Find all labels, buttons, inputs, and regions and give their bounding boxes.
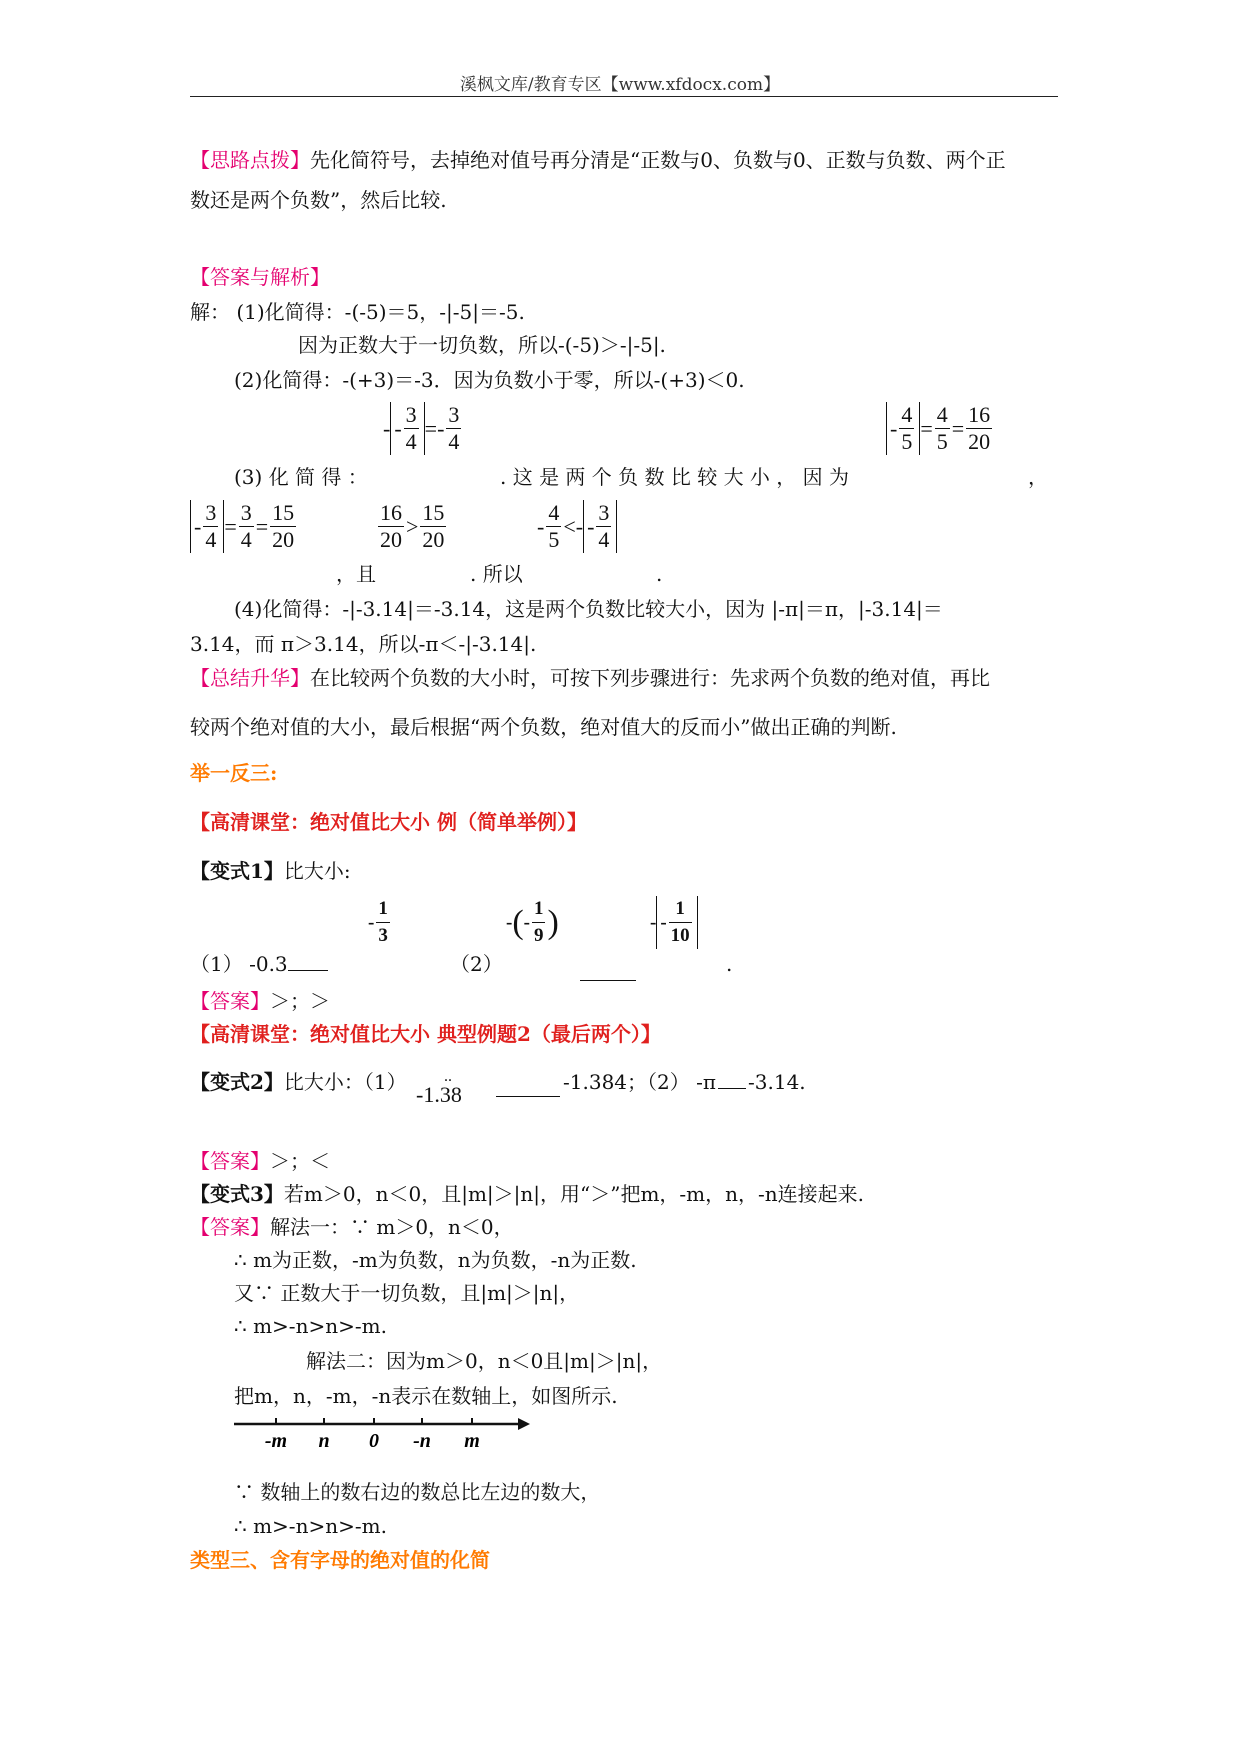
answer-3-line-8: ∴ m>-n>n>-m. — [234, 1514, 387, 1538]
sol-line-5a: ，且 — [336, 562, 376, 586]
number-line-label: m — [464, 1430, 480, 1452]
abs-bar: - $\frac{3}{4}$ — [190, 500, 224, 553]
sol-line-3: (2)化简得：-(+3)＝-3．因为负数小于零，所以-(+3)＜0. — [234, 368, 745, 392]
answer-3-line-2: ∴ m为正数，-m为负数，n为负数，-n为正数. — [234, 1248, 637, 1272]
sol-line-5b: . 所以 — [470, 562, 523, 586]
hint-line-1: 【思路点拨】先化简符号，去掉绝对值号再分清是“正数与0、负数与0、正数与负数、两个正 — [190, 148, 1006, 172]
variant-2: 【变式2】比大小：（1） — [190, 1070, 407, 1094]
fraction: $\frac{16}{20}$ — [380, 500, 402, 552]
repeat-dots: .. — [444, 1068, 452, 1085]
expr-neg-paren-neg-1-9: - ( - $\frac{1}{9}$ ) — [506, 896, 559, 949]
summary-line-2: 较两个绝对值的大小，最后根据“两个负数，绝对值大的反而小”做出正确的判断. — [190, 715, 897, 739]
summary-line-1: 【总结升华】在比较两个负数的大小时，可按下列步骤进行：先求两个负数的绝对值，再比 — [190, 666, 990, 690]
gaoqing-note-2: 【高清课堂：绝对值比大小 典型例题2（最后两个）】 — [190, 1022, 661, 1046]
fraction: $\frac{3}{4}$ — [598, 500, 610, 552]
answer-3-line-3: 又∵ 正数大于一切负数，且|m|＞|n|， — [234, 1281, 580, 1305]
number-line — [232, 1414, 532, 1454]
fraction: $\frac{4}{5}$ — [548, 500, 560, 552]
summary-tag: 【总结升华】 — [190, 666, 310, 690]
answer-3: 【答案】解法一：∵ m＞0，n＜0， — [190, 1215, 514, 1239]
answer-blank — [718, 1088, 746, 1089]
fraction: $\frac{1}{10}$ — [669, 896, 692, 949]
sol-line-1: 解： (1)化简得：-(-5)＝5，-|-5|＝-5. — [190, 300, 525, 324]
expr-abs-4-5: - $\frac{4}{5}$ = $\frac{4}{5}$ = $\frac{16}{20}$ — [886, 402, 994, 455]
number-line-label: n — [318, 1430, 330, 1452]
hint-line-2: 数还是两个负数”，然后比较. — [190, 188, 447, 212]
header-rule — [190, 96, 1058, 97]
fraction: $\frac{3}{4}$ — [240, 500, 252, 552]
number-line-label: -m — [264, 1430, 288, 1452]
sol-line-4b: . 这 是 两 个 负 数 比 较 大 小 ， 因 为 — [500, 465, 850, 489]
fraction: $\frac{1}{9}$ — [532, 896, 546, 949]
answer-3-line-4: ∴ m>-n>n>-m. — [234, 1314, 387, 1338]
number-line-label: -n — [413, 1430, 431, 1452]
expr-neg-1-3: - $\frac{1}{3}$ — [368, 896, 392, 949]
variant-2-rest: -1.384；（2） -π -3.14. — [563, 1070, 806, 1094]
answer-blank — [288, 970, 328, 971]
section-jyfs: 举一反三: — [190, 761, 278, 785]
abs-bar: - $\frac{3}{4}$ — [390, 402, 424, 455]
fraction: $\frac{3}{4}$ — [205, 500, 217, 552]
variant-1: 【变式1】比大小: — [190, 859, 351, 883]
abs-bar: - $\frac{1}{10}$ — [656, 896, 697, 949]
expr-neg-4-5-lt: - $\frac{4}{5}$ < - - $\frac{3}{4}$ — [537, 500, 617, 553]
fraction: $\frac{3}{4}$ — [448, 402, 460, 454]
fraction: $\frac{4}{5}$ — [936, 402, 948, 454]
expr-neg-abs-3-4: - - $\frac{3}{4}$ = - $\frac{3}{4}$ — [383, 402, 460, 454]
gaoqing-note-1: 【高清课堂：绝对值比大小 例（简单举例）】 — [190, 810, 587, 834]
answer-3-line-5: 解法二：因为m＞0，n＜0且|m|＞|n|， — [306, 1349, 663, 1373]
variant-1-end-dot: . — [726, 952, 733, 976]
sol-line-4a: (3) 化 简 得 ： — [234, 465, 368, 489]
repeating-decimal: -1.38 .. — [416, 1068, 462, 1107]
hint-tag: 【思路点拨】 — [190, 148, 310, 172]
answer-3-line-6: 把m，n，-m，-n表示在数轴上，如图所示. — [234, 1384, 618, 1408]
fraction: $\frac{3}{4}$ — [405, 402, 417, 454]
abs-bar: - $\frac{3}{4}$ — [583, 500, 617, 553]
answer-blank — [496, 1082, 560, 1101]
sol-line-2: 因为正数大于一切负数，所以-(-5)＞-|-5|. — [298, 333, 666, 357]
sol-line-5c: . — [656, 562, 663, 586]
sol-line-4c: ， — [1028, 465, 1048, 489]
section-type-3: 类型三、含有字母的绝对值的化简 — [190, 1548, 490, 1572]
fraction: $\frac{4}{5}$ — [901, 402, 913, 454]
answer-2: 【答案】＞；＜ — [190, 1149, 330, 1173]
fraction: $\frac{15}{20}$ — [422, 500, 445, 552]
variant-1-part-1: （1） -0.3 — [190, 950, 328, 978]
abs-bar: - $\frac{4}{5}$ — [886, 402, 920, 455]
sol-line-6: (4)化简得：-|-3.14|＝-3.14，这是两个负数比较大小，因为 |-π|＝π，|-3.14|＝ — [234, 597, 943, 621]
expr-abs-3-4: - $\frac{3}{4}$ = $\frac{3}{4}$ = $\frac{15}{20}$ — [190, 500, 298, 553]
answer-blank — [580, 966, 636, 985]
variant-1-part-2: （2） — [450, 952, 503, 976]
answer-heading: 【答案与解析】 — [190, 265, 330, 289]
arrow-right-icon — [518, 1418, 530, 1430]
number-line-label: 0 — [369, 1430, 379, 1452]
fraction: $\frac{16}{20}$ — [968, 402, 991, 454]
expr-16-20-gt-15-20: $\frac{16}{20}$ > $\frac{15}{20}$ — [380, 500, 445, 552]
page-header: 溪枫文库/教育专区【www.xfdocx.com】 — [459, 75, 781, 95]
expr-neg-abs-neg-1-10: - - $\frac{1}{10}$ — [650, 896, 698, 949]
fraction: $\frac{15}{20}$ — [272, 500, 295, 552]
fraction: $\frac{1}{3}$ — [376, 896, 390, 949]
answer-1: 【答案】＞；＞ — [190, 989, 330, 1013]
variant-3: 【变式3】若m＞0，n＜0，且|m|＞|n|，用“＞”把m，-m，n，-n连接起来. — [190, 1182, 865, 1206]
answer-3-line-7: ∵ 数轴上的数右边的数总比左边的数大， — [234, 1480, 601, 1504]
sol-line-7: 3.14，而 π＞3.14，所以-π＜-|-3.14|. — [190, 632, 537, 656]
